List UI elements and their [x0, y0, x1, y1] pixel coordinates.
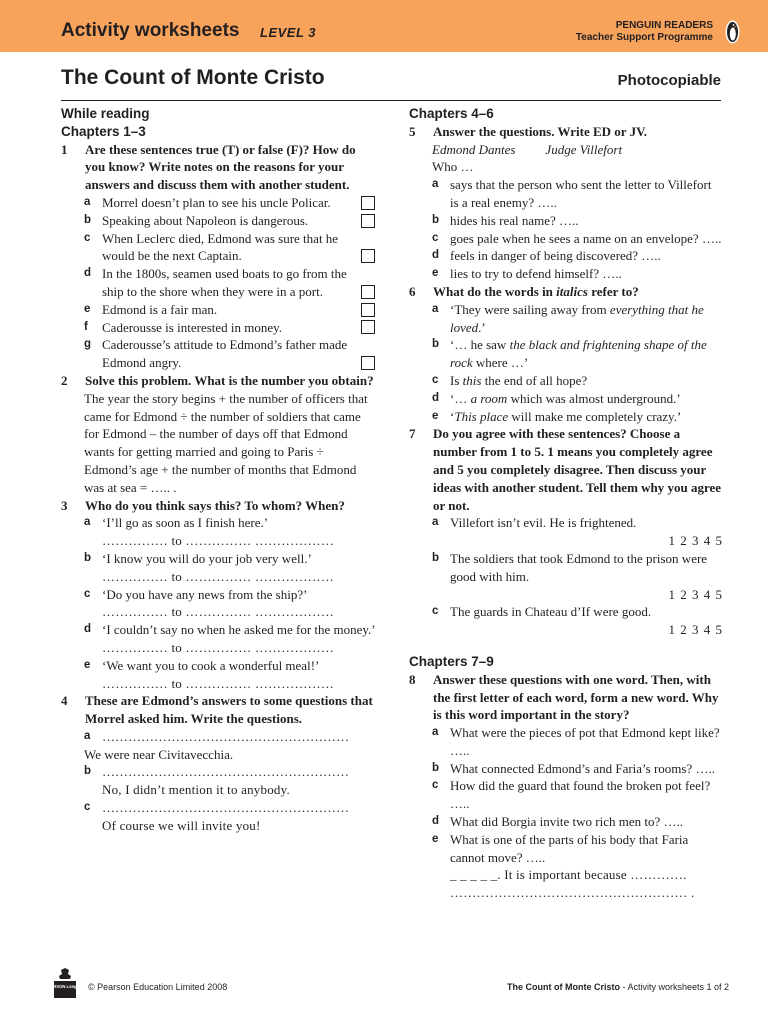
- list-item: d ‘… a room which was almost underground.’: [432, 390, 681, 406]
- list-item: e ‘This place will make me completely crazy.’: [432, 408, 682, 424]
- question-text: Answer the questions. Write ED or JV.: [433, 123, 648, 139]
- list-item: d In the 1800s, seamen used boats to go from the ship to the shore when they were in a port.: [61, 265, 379, 301]
- list-item: e What is one of the parts of his body that Faria cannot move? …..: [432, 831, 689, 865]
- publisher-programme: [576, 20, 713, 44]
- list-item: a ‘They were sailing away from everything that he loved.’: [432, 301, 704, 335]
- right-column: [409, 105, 723, 902]
- question-text: Solve this problem. What is the number you obtain?: [85, 372, 374, 388]
- left-column: [61, 105, 379, 835]
- question-number: 7: [409, 426, 416, 442]
- header-banner: [0, 0, 768, 52]
- list-item: c ‘Do you have any news from the ship?’: [84, 586, 308, 602]
- question-number: 1: [61, 141, 68, 157]
- question-6: 6 What do the words in italics refer to?: [409, 283, 639, 299]
- copyright-notice: © Pearson Education Limited 2008: [88, 982, 228, 992]
- answer-line[interactable]: …………………………………………………: [102, 728, 349, 744]
- answer-line[interactable]: …………… to …………… ………………: [102, 675, 335, 691]
- answer-reply: No, I didn’t mention it to anybody.: [102, 782, 290, 798]
- answer-checkbox[interactable]: [361, 320, 375, 334]
- list-item: d feels in danger of being discovered? …..: [432, 248, 661, 264]
- answer-line[interactable]: …………… to …………… ………………: [102, 604, 335, 620]
- question-number: 4: [61, 693, 68, 709]
- footer-book-info: The Count of Monte Cristo - Activity worksheets 1 of 2: [506, 982, 729, 992]
- title-divider: [61, 100, 721, 101]
- photocopiable-label: Photocopiable: [617, 72, 721, 89]
- question-text: Who do you think says this? To whom? When?: [85, 497, 345, 513]
- answer-checkbox[interactable]: [361, 356, 375, 370]
- question-text: These are Edmond’s answers to some questions that Morrel asked him. Write the questions.: [85, 693, 373, 727]
- answer-checkbox[interactable]: [361, 285, 375, 299]
- list-item: a What were the pieces of pot that Edmond kept like? …..: [432, 725, 720, 758]
- list-item: b The soldiers that took Edmond to the prison were good with him.: [432, 550, 708, 584]
- question-8: [409, 671, 723, 724]
- list-item: b …………………………………………………: [84, 764, 349, 780]
- section-heading-chapters-1-3: Chapters 1–3: [61, 123, 146, 139]
- list-item: b Speaking about Napoleon is dangerous.: [61, 212, 379, 230]
- question-2: [61, 372, 379, 390]
- question-5: [409, 123, 723, 141]
- rating-scale[interactable]: 1 2 3 4 5: [668, 586, 723, 602]
- publisher-line1: PENGUIN READERS: [615, 20, 713, 31]
- list-item: c …………………………………………………: [84, 800, 349, 816]
- penguin-logo-icon: [725, 20, 740, 44]
- answer-line[interactable]: …………… to …………… ………………: [102, 568, 335, 584]
- question-3: [61, 497, 379, 515]
- answer-line[interactable]: _ _ _ _ _. It is important because ………….: [450, 867, 687, 883]
- question-4: [61, 692, 379, 728]
- pearson-longman-logo-icon: [44, 967, 86, 999]
- list-item: b What connected Edmond’s and Faria’s rooms? …..: [432, 760, 715, 776]
- list-item: d What did Borgia invite two rich men to? …..: [432, 814, 683, 830]
- question-1: [61, 141, 379, 194]
- publisher-line2: Teacher Support Programme: [575, 32, 713, 43]
- list-item: a ‘I’ll go as soon as I finish here.’: [84, 515, 269, 531]
- list-item: c How did the guard that found the broken pot feel? …..: [432, 778, 711, 812]
- list-item: c When Leclerc died, Edmond was sure that he would be the next Captain.: [61, 230, 379, 266]
- list-item: c The guards in Chateau d’If were good.: [432, 604, 652, 620]
- question-text: Are these sentences true (T) or false (F)? How do you know? Write notes on the reasons for your answers and discuss them with another student.: [85, 141, 356, 193]
- question-number: 8: [409, 671, 416, 687]
- list-item: e ‘We want you to cook a wonderful meal!’: [84, 657, 320, 673]
- answer-line[interactable]: ……………………………………………… .: [450, 885, 695, 901]
- rating-scale[interactable]: 1 2 3 4 5: [668, 533, 723, 549]
- list-item: c Is this the end of all hope?: [432, 372, 588, 388]
- answer-line[interactable]: …………………………………………………: [102, 800, 349, 816]
- list-item: e lies to try to defend himself? …..: [432, 266, 622, 282]
- question-number: 6: [409, 283, 416, 299]
- list-item: g Caderousse’s attitude to Edmond’s father made Edmond angry.: [61, 336, 379, 372]
- question-number: 3: [61, 497, 68, 513]
- answer-line[interactable]: …………… to …………… ………………: [102, 533, 335, 549]
- question-7: [409, 425, 723, 514]
- list-item: a Morrel doesn’t plan to see his uncle Policar.: [61, 194, 379, 212]
- list-item: b ‘… he saw the black and frightening shape of the rock where …’: [432, 337, 707, 371]
- answer-checkbox[interactable]: [361, 214, 375, 228]
- question-text: Answer these questions with one word. Then, with the first letter of each word, form a new word. Why is this word important in the story?: [433, 671, 719, 723]
- section-heading-chapters-4-6: Chapters 4–6: [409, 106, 494, 121]
- level-label: LEVEL 3: [260, 25, 317, 40]
- answer-line[interactable]: …………… to …………… ………………: [102, 639, 335, 655]
- answer-reply: We were near Civitavecchia.: [84, 746, 234, 762]
- who-prompt: Who …: [432, 159, 474, 175]
- answer-checkbox[interactable]: [361, 303, 375, 317]
- list-item: e Edmond is a fair man.: [61, 301, 379, 319]
- page-title: The Count of Monte Cristo: [61, 66, 325, 89]
- list-item: b ‘I know you will do your job very well.’: [84, 550, 312, 566]
- list-item: a Villefort isn’t evil. He is frightened.: [432, 515, 637, 531]
- worksheet-title: Activity worksheets: [61, 20, 240, 41]
- question-text: Do you agree with these sentences? Choose a number from 1 to 5. 1 means you completely agree and 5 you completely disagree. Then discuss your ideas with another student. Tell them why you agree or not.: [433, 426, 722, 513]
- section-heading-while-reading: While reading: [61, 106, 150, 121]
- list-item: a says that the person who sent the letter to Villefort is a real enemy? …..: [432, 177, 712, 210]
- answer-checkbox[interactable]: [361, 196, 375, 210]
- list-item: b hides his real name? …..: [432, 212, 579, 228]
- question-number: 5: [409, 123, 416, 139]
- answer-reply: Of course we will invite you!: [102, 817, 261, 833]
- list-item: f Caderousse is interested in money.: [61, 319, 379, 337]
- list-item: d ‘I couldn’t say no when he asked me for the money.’: [84, 622, 376, 638]
- problem-text: The year the story begins + the number of officers that came for Edmond ÷ the number of soldiers that came for Edmond – the number of days off that Edmond wants for getting married and going to Paris ÷ Edmond’s age + the number of months that Edmond was at sea = ….. .: [84, 390, 368, 495]
- svg-text:PEARSON Longman: PEARSON Longman: [44, 984, 86, 989]
- question-number: 2: [61, 372, 68, 388]
- list-item: a …………………………………………………: [84, 728, 349, 744]
- list-item: c goes pale when he sees a name on an envelope? …..: [432, 230, 722, 246]
- answer-line[interactable]: …………………………………………………: [102, 764, 349, 780]
- answer-checkbox[interactable]: [361, 249, 375, 263]
- character-names: Edmond Dantes Judge Villefort: [432, 141, 623, 157]
- section-heading-chapters-7-9: Chapters 7–9: [409, 653, 494, 669]
- rating-scale[interactable]: 1 2 3 4 5: [668, 622, 723, 638]
